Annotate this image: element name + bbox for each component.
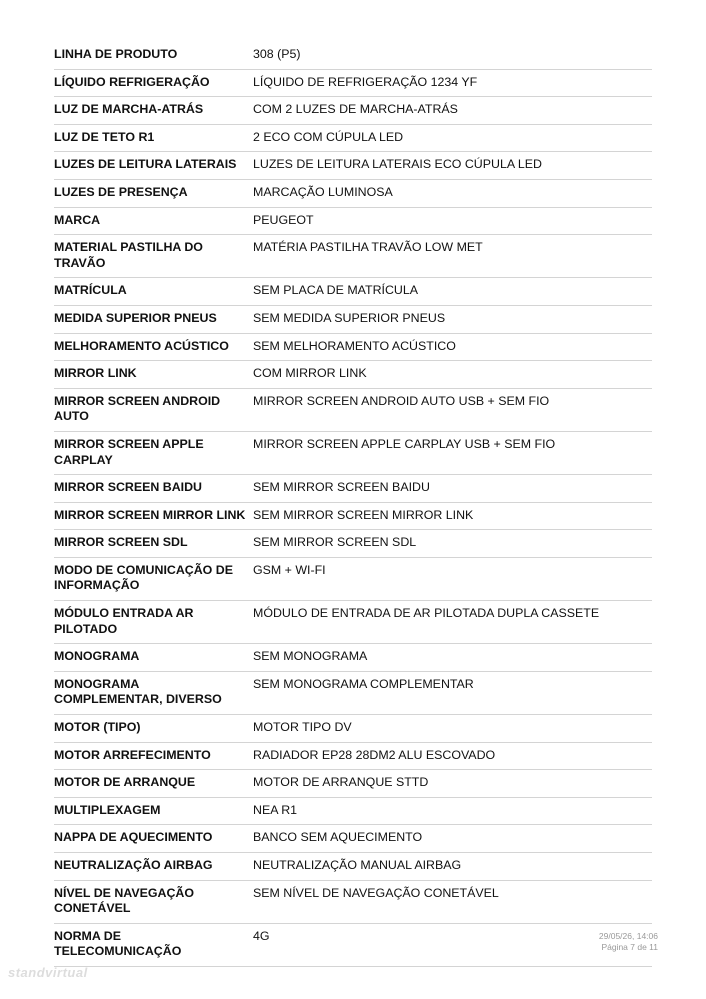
spec-value: MATÉRIA PASTILHA TRAVÃO LOW MET — [253, 240, 483, 255]
spec-value: COM MIRROR LINK — [253, 366, 367, 381]
spec-label: LUZ DE MARCHA-ATRÁS — [54, 102, 204, 117]
spec-row — [54, 881, 652, 924]
spec-value: 2 ECO COM CÚPULA LED — [253, 129, 404, 144]
spec-label: MOTOR (TIPO) — [54, 720, 141, 735]
spec-value: SEM MIRROR SCREEN BAIDU — [253, 480, 430, 495]
spec-value: SEM MONOGRAMA — [253, 649, 368, 664]
spec-value: SEM MEDIDA SUPERIOR PNEUS — [253, 310, 446, 325]
spec-row — [54, 278, 652, 306]
spec-label: NÍVEL DE NAVEGAÇÃO CONETÁVEL — [54, 885, 194, 916]
spec-row — [54, 152, 652, 180]
spec-row — [54, 125, 652, 153]
spec-row — [54, 601, 652, 644]
spec-value: MARCAÇÃO LUMINOSA — [253, 184, 393, 199]
spec-row — [54, 42, 652, 70]
spec-row — [54, 208, 652, 236]
spec-value: SEM MELHORAMENTO ACÚSTICO — [253, 338, 456, 353]
spec-row — [54, 235, 652, 278]
spec-value: MIRROR SCREEN APPLE CARPLAY USB + SEM FIO — [253, 436, 556, 451]
spec-value: SEM NÍVEL DE NAVEGAÇÃO CONETÁVEL — [253, 885, 499, 900]
spec-row — [54, 97, 652, 125]
spec-label: MATRÍCULA — [54, 283, 127, 298]
spec-value: LÍQUIDO DE REFRIGERAÇÃO 1234 YF — [253, 74, 478, 89]
spec-label: LUZ DE TETO R1 — [54, 129, 155, 144]
spec-row — [54, 853, 652, 881]
spec-value: MOTOR DE ARRANQUE STTD — [253, 775, 429, 790]
spec-label: MODO DE COMUNICAÇÃO DE INFORMAÇÃO — [54, 562, 233, 593]
spec-table — [54, 42, 652, 967]
spec-row — [54, 389, 652, 432]
spec-label: MOTOR DE ARRANQUE — [54, 775, 196, 790]
spec-value: SEM PLACA DE MATRÍCULA — [253, 283, 419, 298]
spec-label: NEUTRALIZAÇÃO AIRBAG — [54, 858, 213, 872]
print-timestamp: 29/05/26, 14:06 — [598, 931, 658, 941]
spec-label: MIRROR SCREEN APPLE CARPLAY — [54, 436, 204, 467]
spec-label: MULTIPLEXAGEM — [54, 802, 161, 817]
spec-row — [54, 475, 652, 503]
spec-row — [54, 180, 652, 208]
spec-row — [54, 306, 652, 334]
spec-label: NORMA DE TELECOMUNICAÇÃO — [54, 928, 182, 959]
spec-label: MONOGRAMA — [54, 649, 140, 664]
spec-label: LINHA DE PRODUTO — [54, 47, 178, 61]
spec-label: NAPPA DE AQUECIMENTO — [54, 830, 213, 845]
spec-row — [54, 70, 652, 98]
spec-label: LÍQUIDO REFRIGERAÇÃO — [54, 74, 210, 89]
spec-value: NEUTRALIZAÇÃO MANUAL AIRBAG — [253, 858, 462, 872]
spec-value: MIRROR SCREEN ANDROID AUTO USB + SEM FIO — [253, 393, 550, 408]
spec-value: PEUGEOT — [253, 212, 314, 227]
spec-row — [54, 432, 652, 475]
spec-value: COM 2 LUZES DE MARCHA-ATRÁS — [253, 102, 458, 117]
spec-row — [54, 825, 652, 853]
spec-label: MIRROR SCREEN SDL — [54, 535, 188, 550]
spec-value: LUZES DE LEITURA LATERAIS ECO CÚPULA LED — [253, 157, 542, 172]
spec-row — [54, 715, 652, 743]
spec-label: MONOGRAMA COMPLEMENTAR, DIVERSO — [54, 676, 222, 707]
spec-label: MÓDULO ENTRADA AR PILOTADO — [54, 606, 194, 636]
page-number: Página 7 de 11 — [601, 941, 658, 952]
spec-label: MEDIDA SUPERIOR PNEUS — [54, 310, 217, 325]
spec-value: 4G — [253, 928, 270, 943]
standvirtual-logo: standvirtual — [8, 965, 88, 980]
spec-row — [54, 558, 652, 601]
spec-row — [54, 644, 652, 672]
spec-label: MIRROR SCREEN ANDROID AUTO — [54, 393, 221, 424]
spec-label: LUZES DE LEITURA LATERAIS — [54, 157, 237, 172]
spec-value: GSM + WI-FI — [253, 562, 326, 577]
spec-label: MELHORAMENTO ACÚSTICO — [54, 338, 229, 353]
spec-row — [54, 503, 652, 531]
spec-label: MARCA — [54, 212, 101, 227]
spec-label: MIRROR SCREEN MIRROR LINK — [54, 507, 246, 522]
spec-row — [54, 743, 652, 771]
spec-row — [54, 798, 652, 826]
page-footer — [599, 931, 658, 952]
spec-label: MOTOR ARREFECIMENTO — [54, 747, 211, 762]
spec-value: SEM MONOGRAMA COMPLEMENTAR — [253, 676, 474, 691]
spec-label: MATERIAL PASTILHA DO TRAVÃO — [54, 240, 203, 270]
spec-value: NEA R1 — [253, 802, 298, 817]
spec-value: SEM MIRROR SCREEN SDL — [253, 535, 417, 550]
spec-label: MIRROR SCREEN BAIDU — [54, 480, 203, 495]
spec-row — [54, 361, 652, 389]
spec-value: BANCO SEM AQUECIMENTO — [253, 830, 423, 845]
spec-value: RADIADOR EP28 28DM2 ALU ESCOVADO — [253, 747, 496, 762]
spec-value: SEM MIRROR SCREEN MIRROR LINK — [253, 507, 474, 522]
spec-row — [54, 334, 652, 362]
spec-value: MOTOR TIPO DV — [253, 720, 352, 735]
spec-label: MIRROR LINK — [54, 366, 137, 381]
spec-label: LUZES DE PRESENÇA — [54, 184, 188, 199]
spec-value: 308 (P5) — [253, 47, 301, 61]
spec-row — [54, 530, 652, 558]
spec-row — [54, 770, 652, 798]
spec-row — [54, 672, 652, 715]
spec-row — [54, 924, 652, 967]
spec-value: MÓDULO DE ENTRADA DE AR PILOTADA DUPLA CASSETE — [253, 606, 600, 621]
